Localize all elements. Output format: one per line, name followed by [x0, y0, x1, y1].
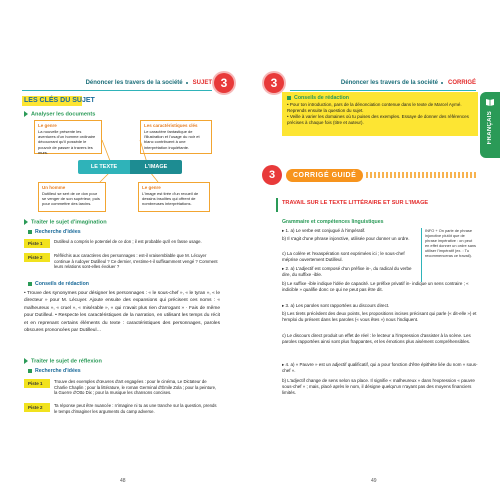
piste-3-label: Piste 1 — [24, 379, 50, 388]
box-genre2-text: L'image est tirée d'un recueil de dessins insolites qui offrent de nombreuses interprétations. — [142, 191, 199, 207]
corrige-label: CORRIGÉ GUIDÉ — [286, 169, 363, 182]
answer-2b: b) Le suffixe -ible indique l'idée de capacité. Le préfixe privatif in- indique un sens contraire ; « indicible » qualifie donc ce qui ne peut pas être dit. — [282, 281, 469, 293]
answer-1b: b) Il s'agit d'une phrase injonctive, utilisée pour donner un ordre. — [282, 236, 410, 241]
left-subject-number: 3 — [214, 73, 234, 93]
box-genre-text: La nouvelle présente les aventures d'un homme ordinaire découvrant qu'il possède le pouvoir de passer à travers les murs. — [38, 129, 96, 155]
info-side-note-text: INFO + On parle de phrase injonctive plutôt que de phrase impérative : on peut en effet donner un ordre sans utiliser l'impératif (ex. : Tu recommenceras ce travail). — [425, 228, 476, 259]
francais-tab-label: FRANÇAIS — [487, 111, 493, 145]
traiter-imagination-heading: Traiter le sujet d'imagination — [24, 219, 107, 225]
piste-4-label: Piste 2 — [24, 403, 50, 412]
piste-row-3 — [24, 379, 220, 396]
answer-1c: c) La colère et l'exaspération sont exprimées ici ; le sous-chef méprise ouvertement Dutilleul. — [282, 251, 405, 263]
info-side-note — [421, 228, 477, 282]
triangle-bullet-icon — [24, 358, 28, 364]
book-icon — [485, 97, 495, 107]
francais-tab — [480, 92, 500, 158]
right-subject-number: 3 — [264, 73, 284, 93]
piste-row-4 — [24, 403, 220, 414]
square-bullet-icon — [28, 282, 32, 286]
section-accent-bar — [276, 198, 278, 212]
square-bullet-icon — [28, 369, 32, 373]
answer-3c: c) Le discours direct produit un effet de réel : le lecteur a l'impression d'assister à la scène. Les paroles rapportées ainsi sont plus frappantes, et les émotions plus aisément compréhensibles. — [282, 333, 471, 345]
conseils-box-title: Conseils de rédaction — [287, 95, 473, 101]
box-genre2-title: Le genre — [142, 185, 161, 190]
corrige-number: 3 — [262, 165, 282, 185]
left-page-number: 48 — [120, 478, 126, 484]
conseils-text: • Trouve des synonymes pour désigner les personnages : « le sous-chef », « le tyran », « le directeur » pour M. Lécuyer. Ajoute ensuite des expansions qui précisent ces noms : « malheureux », « cruel », « misérable », « qui n'avait plus rien d'arrogant » · Fais de même pour Dutilleul. • Respecte les caractéristiques de la narration, en utilisant les temps du récit et en reprenant certains éléments du texte : caractéristiques des personnages, paroles obscures prononcées par Dutilleul… — [24, 291, 220, 334]
box-homme-title: Un homme — [42, 185, 66, 190]
triangle-bullet-icon — [24, 219, 28, 225]
box-caract-text: Le caractère fantastique de l'illustration et l'usage du noir et blanc contribuent à une interprétation inquiétante. — [144, 129, 200, 150]
traiter-reflexion-heading: Traiter le sujet de réflexion — [24, 358, 102, 364]
box-homme-text: Dutilleul se sert de ce don pour se venger de son supérieur, puis pour commettre des larcins. — [42, 191, 100, 207]
center-label — [78, 160, 182, 174]
piste-2-label: Piste 2 — [24, 253, 50, 262]
piste-1-label: Piste 1 — [24, 239, 50, 248]
answer-3b: b) Les tirets précèdent des deux points, les propositions incises précisant qui parle (« dit-elle ») et l'emploi du présent dans les paroles (« vous êtes ») nous l'indiquent. — [282, 311, 477, 323]
conseils-box — [282, 92, 478, 136]
right-header-tag: CORRIGÉ — [447, 80, 476, 86]
piste-row-2 — [24, 253, 220, 270]
connector-lines — [0, 0, 250, 250]
piste-4-text: Ta réponse peut être nuancée : n'imagine ni tu as une tranche sur la question, prends le temps d'imaginer les arguments du camp adverse. — [54, 403, 217, 414]
box-homme — [38, 182, 106, 212]
grammaire-heading: Grammaire et compétences linguistiques — [282, 219, 384, 225]
center-image: L'IMAGE — [130, 160, 182, 174]
recherche-idees-1: Recherche d'idées — [28, 229, 81, 235]
analyser-heading: Analyser les documents — [24, 111, 95, 117]
travail-title: TRAVAIL SUR LE TEXTE LITTÉRAIRE ET SUR L'IMAGE — [282, 200, 429, 206]
answer-2a: ▸ 2. a) L'adjectif est composé d'un préfixe in-, du radical du verbe dire, du suffixe -ible. — [282, 266, 412, 278]
box-genre-image — [138, 182, 210, 212]
recherche-idees-2: Recherche d'idées — [28, 368, 81, 374]
center-texte: LE TEXTE — [78, 160, 130, 174]
cles-title: LES CLÉS DU SUJET — [24, 97, 95, 104]
corrige-guide-banner — [262, 165, 478, 185]
right-header-rule — [290, 90, 476, 91]
square-bullet-icon — [28, 230, 32, 234]
answer-4b: b) L'adjectif change de sens selon sa place. Il signifie « malheureux » dans l'expression « pauvre sous-chef » ; mais, placé après le nom, il désigne quelqu'un n'ayant pas des moyens financiers limités. — [282, 378, 475, 396]
piste-1-text: Dutilleul a compris le potentiel de ce don ; il est probable qu'il en fasse usage. — [54, 239, 202, 244]
right-header — [290, 76, 476, 90]
right-page-number: 49 — [371, 478, 377, 484]
answer-3a: ▸ 3. a) Les paroles sont rapportées au discours direct. — [282, 303, 390, 308]
right-header-title: Dénoncer les travers de la société — [340, 80, 438, 86]
box-genre-title: Le genre — [38, 123, 57, 128]
conseils-heading: Conseils de rédaction — [28, 281, 89, 287]
dotted-banner-decoration — [366, 172, 478, 178]
conseils-bullet-1: • Pour ton introduction, pars de la dénonciation contenue dans le texte de Marcel Aymé. Reprends ensuite la question du sujet. — [287, 102, 462, 114]
left-header-title: Dénoncer les travers de la société — [85, 80, 183, 86]
piste-row-1 — [24, 239, 220, 248]
answer-1a: ▸ 1. a) Le verbe est conjugué à l'impératif. — [282, 228, 366, 233]
answer-4a: ▸ 4. a) « Pauvre » est un adjectif qualificatif, qui a pour fonction d'être épithète liée du nom « sous-chef ». — [282, 362, 478, 374]
conseils-bullet-2: • Veille à varier les domaines où tu puises des exemples. Essaye de donner des références précises à chaque fois (titre et auteur). — [287, 114, 469, 126]
square-bullet-icon — [287, 96, 291, 100]
piste-3-text: Trouve des exemples d'œuvres d'art engagées : pour le cinéma, Le Dictateur de Charlie Chaplin ; pour la littérature, le roman Germinal d'Émile Zola ; pour la peinture, la Guerre d'Otto Dix ; pour la musique les chansons concises. — [54, 379, 217, 396]
piste-2-text: Réfléchis aux caractères des personnages : est-il vraisemblable que M. Lécuyer continue à rudoyer Dutilleul ? Ce dernier, s'estime-t-il suffisamment vengé ? Comment leurs relations sont-elles évoluer ? — [54, 253, 218, 270]
box-caract-title: Les caractéristiques clés — [144, 123, 198, 128]
left-header-tag: SUJET — [192, 80, 212, 86]
